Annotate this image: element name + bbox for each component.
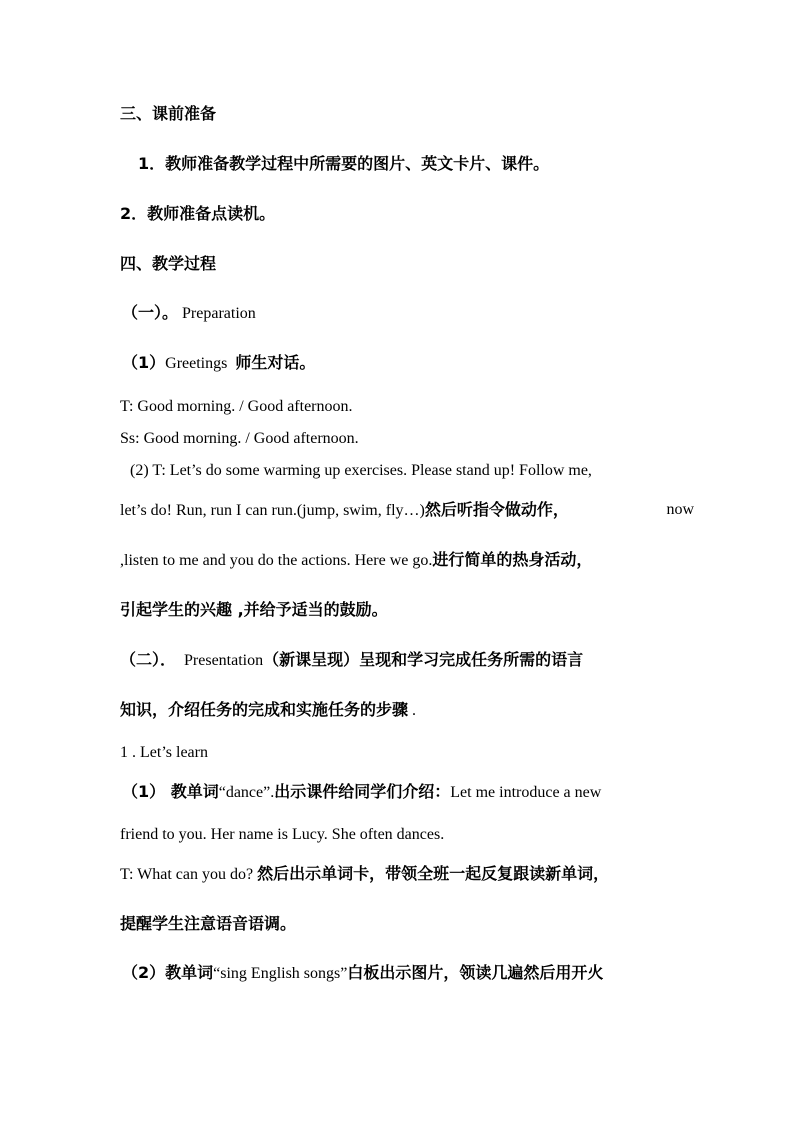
warmup-line-3: ,listen to me and you do the actions. Here we go.进行简单的热身活动， — [120, 550, 593, 569]
heading-preparation: 三、课前准备 — [120, 104, 217, 123]
dance-line-2: friend to you. Her name is Lucy. She often dances. — [120, 826, 445, 843]
greetings-line: （1）Greetings 师生对话。 — [122, 353, 316, 372]
question-line: T: What can you do? 然后出示单词卡，带领全班一起反复跟读新单词， — [120, 864, 610, 883]
presentation-line-2: 知识，介绍任务的完成和实施任务的步骤 . — [120, 700, 417, 719]
dance-line: （1） 教单词“dance”.出示课件给同学们介绍：Let me introduce a new — [122, 782, 602, 801]
question-line-2: 提醒学生注意语音语调。 — [120, 914, 297, 933]
warmup-line-1: (2) T: Let’s do some warming up exercises. Please stand up! Follow me, — [130, 462, 592, 479]
warmup-line-4: 引起学生的兴趣 ,并给予适当的鼓励。 — [120, 600, 388, 619]
section-preparation: （一）。 Preparation — [122, 303, 256, 322]
paragraph-materials: 1．教师准备教学过程中所需要的图片、英文卡片、课件。 — [138, 154, 550, 173]
warmup-line-2: let’s do! Run, run I can run.(jump, swim, fly…)然后听指令做动作， now — [120, 500, 694, 519]
sing-line: （2）教单词“sing English songs”白板出示图片，领读几遍然后用开火 — [122, 963, 604, 982]
section-presentation: （二）． Presentation（新课呈现）呈现和学习完成任务所需的语言 — [120, 650, 584, 669]
dialogue-teacher: T: Good morning. / Good afternoon. — [120, 398, 353, 415]
dialogue-students: Ss: Good morning. / Good afternoon. — [120, 430, 359, 447]
lets-learn: 1 . Let’s learn — [120, 744, 208, 761]
paragraph-reader: 2．教师准备点读机。 — [120, 204, 276, 223]
heading-process: 四、教学过程 — [120, 254, 217, 273]
